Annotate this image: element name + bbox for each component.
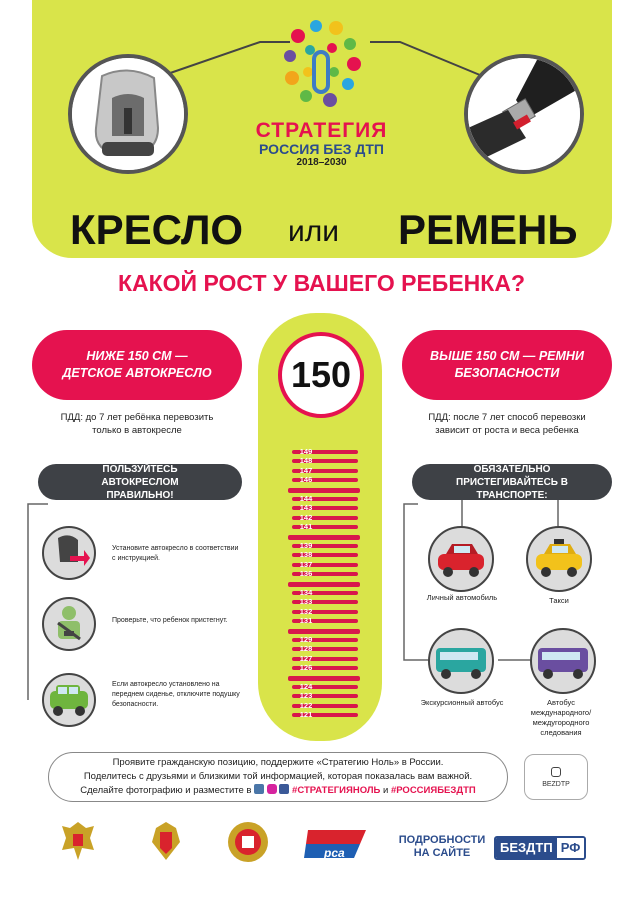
- ruler-tick-label: 134: [299, 588, 313, 597]
- hashtag-and: и: [382, 785, 389, 796]
- ruler-tick-label: 126: [299, 663, 313, 673]
- instagram-badge[interactable]: [524, 754, 588, 800]
- ruler-tick-label: 139: [299, 541, 313, 550]
- facebook-icon[interactable]: [279, 784, 289, 794]
- buckle-up-label: ОБЯЗАТЕЛЬНО ПРИСТЕГИВАЙТЕСЬ В ТРАНСПОРТЕ:: [456, 463, 568, 501]
- vehicle-intercity-bus-label: Автобус международного/ междугородного следования: [530, 698, 592, 737]
- seat-belt-photo: [464, 54, 584, 174]
- ruler-tick-label: 128: [299, 644, 313, 654]
- ruler-tick-label: 147: [299, 465, 313, 475]
- ruler-tick-label: 122: [299, 700, 313, 710]
- site-name: БЕЗДТП: [496, 838, 557, 858]
- hashtag-strategy-zero[interactable]: #СТРАТЕГИЯНОЛЬ: [292, 785, 381, 796]
- title-row: [0, 204, 643, 260]
- site-domain: РФ: [557, 838, 585, 858]
- share-line3-prefix: Сделайте фотографию и разместите в: [80, 785, 252, 796]
- logo-years: 2018–2030: [296, 157, 347, 168]
- vk-icon[interactable]: [254, 784, 264, 794]
- share-line3: [52, 784, 504, 798]
- site-link[interactable]: [494, 836, 586, 860]
- step3-text: Если автокресло установлено на переднем сиденье, отключите подушку безопасности.: [112, 681, 240, 708]
- ruler-major-tick: [288, 488, 360, 493]
- front-seat-car-icon: [42, 673, 96, 727]
- details-text: [398, 834, 486, 860]
- intercity-bus-icon: [530, 628, 596, 694]
- ruler-tick-label: 133: [299, 597, 313, 607]
- right-rule-text: ПДД: после 7 лет способ перевозки зависит от роста и веса ребенка: [428, 412, 586, 436]
- instagram-handle: BEZDTP: [542, 780, 570, 788]
- car-seat-photo: [68, 54, 188, 174]
- ruler-tick-label: 123: [299, 691, 313, 701]
- ruler-tick-label: 131: [299, 616, 313, 626]
- ruler-tick-label: 144: [299, 494, 313, 503]
- car-seat-icon: [42, 526, 96, 580]
- rsa-text: рса: [324, 846, 345, 860]
- ruler-tick-label: 149: [299, 447, 313, 456]
- use-seat-correctly-header: [38, 464, 242, 500]
- vehicle-tour-bus-label: Экскурсионный автобус: [420, 698, 504, 707]
- ruler-major-tick: [288, 629, 360, 634]
- ruler-tick-label: 136: [299, 569, 313, 579]
- ministry-emblem-icon: [146, 818, 186, 864]
- vehicle-private-car-label: Личный автомобиль: [426, 593, 498, 602]
- ruler-tick-label: 142: [299, 512, 313, 522]
- coat-of-arms-russia-icon: [58, 818, 98, 864]
- ruler-tick-label: 137: [299, 559, 313, 569]
- strategy-logo-text: [214, 120, 429, 169]
- use-seat-correctly-label: ПОЛЬЗУЙТЕСЬ АВТОКРЕСЛОМ ПРАВИЛЬНО!: [101, 463, 179, 501]
- logo-line2: РОССИЯ БЕЗ ДТП: [259, 141, 384, 157]
- rsa-logo: [302, 824, 372, 864]
- above-150-label: ВЫШЕ 150 СМ — РЕМНИ БЕЗОПАСНОСТИ: [430, 349, 584, 380]
- details-line1: ПОДРОБНОСТИ: [398, 834, 486, 846]
- share-line1: Проявите гражданскую позицию, поддержите «Стратегию Ноль» в России.: [112, 757, 444, 768]
- logo-line1: СТРАТЕГИЯ: [255, 119, 388, 142]
- vehicle-taxi-label: Такси: [549, 596, 569, 605]
- traffic-police-emblem-icon: [224, 820, 272, 864]
- ruler-value-badge: 150: [278, 332, 364, 418]
- instagram-outline-icon: [551, 767, 561, 777]
- ruler-tick-label: 124: [299, 682, 313, 691]
- share-line2: Поделитесь с друзьями и близкими той информацией, которая показалась вам важной.: [83, 771, 473, 782]
- title-left: КРЕСЛО: [70, 206, 244, 253]
- hashtag-russia-no-accidents[interactable]: #РОССИЯБЕЗДТП: [390, 785, 476, 796]
- ruler-major-tick: [288, 582, 360, 587]
- ruler-tick-label: 143: [299, 503, 313, 513]
- ruler-tick-label: 141: [299, 522, 313, 532]
- above-150-pill: [402, 330, 612, 400]
- ruler-tick-label: 132: [299, 606, 313, 616]
- title-right: РЕМЕНЬ: [398, 206, 578, 253]
- strategy-emblem: [276, 16, 366, 116]
- height-question: КАКОЙ РОСТ У ВАШЕГО РЕБЕНКА?: [117, 270, 525, 296]
- taxi-icon: [526, 526, 592, 592]
- step1-text: Установите автокресло в соответствии с инструкцией.: [112, 545, 239, 562]
- left-bracket: [0, 500, 260, 710]
- ruler-tick-label: 148: [299, 456, 313, 466]
- tour-bus-icon: [428, 628, 494, 694]
- title-mid: или: [288, 215, 340, 248]
- details-line2: НА САЙТЕ: [413, 847, 471, 859]
- ruler-tick-label: 127: [299, 653, 313, 663]
- ruler-tick-label: 146: [299, 475, 313, 485]
- below-150-label: НИЖЕ 150 СМ — ДЕТСКОЕ АВТОКРЕСЛО: [62, 349, 212, 380]
- step2-text: Проверьте, что ребенок пристегнут.: [112, 617, 228, 624]
- red-car-icon: [428, 526, 494, 592]
- below-150-pill: [32, 330, 242, 400]
- ruler-major-tick: [288, 535, 360, 540]
- ruler-tick-label: 138: [299, 550, 313, 560]
- child-buckled-icon: [42, 597, 96, 651]
- ruler-tick-label: 129: [299, 635, 313, 644]
- buckle-up-header: [412, 464, 612, 500]
- ruler-major-tick: [288, 676, 360, 681]
- ruler-tick-label: 121: [299, 710, 313, 720]
- left-rule-text: ПДД: до 7 лет ребёнка перевозить только в автокресле: [60, 412, 214, 436]
- instagram-icon[interactable]: [267, 784, 277, 794]
